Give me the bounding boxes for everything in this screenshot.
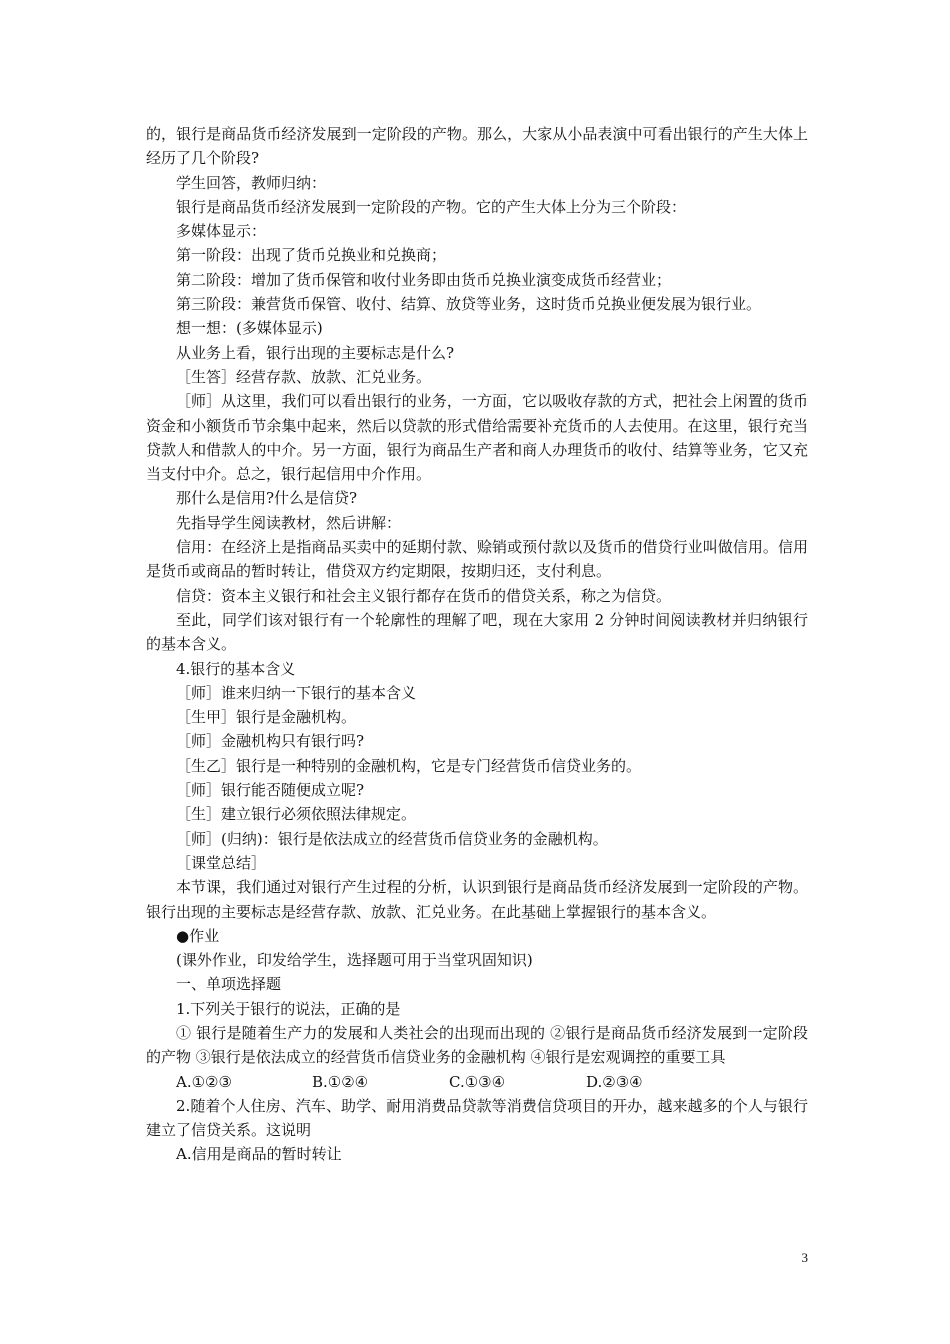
paragraph: 至此，同学们该对银行有一个轮廓性的理解了吧，现在大家用 2 分钟时间阅读教材并归纳银行的基本含义。 [146, 610, 808, 654]
paragraph: 从业务上看，银行出现的主要标志是什么? [176, 343, 455, 362]
paragraph: 2.随着个人住房、汽车、助学、耐用消费品贷款等消费信贷项目的开办，越来越多的个人与银行建立了信贷关系。这说明 [146, 1096, 808, 1140]
option-a: A.①②③ [176, 1072, 232, 1091]
paragraph: ［师］从这里，我们可以看出银行的业务，一方面，它以吸收存款的方式，把社会上闲置的货币资金和小额货币节余集中起来，然后以贷款的形式借给需要补充货币的人去使用。在这里，银行充当贷款人和借款人的中介。另一方面，银行为商品生产者和商人办理货币的收付、结算等业务，它又充当支付中介。总之，银行起信用中介作用。 [146, 392, 808, 484]
paragraph: 信用：在经济上是指商品买卖中的延期付款、赊销或预付款以及货币的借贷行业叫做信用。信用是货币或商品的暂时转让，借贷双方约定期限，按期归还，支付利息。 [146, 538, 808, 581]
paragraph: 学生回答，教师归纳： [176, 173, 327, 192]
paragraph: 4.银行的基本含义 [176, 659, 296, 678]
body-text [146, 122, 808, 1167]
paragraph: ［生答］经营存款、放款、汇兑业务。 [176, 367, 432, 386]
option-c: C.①③④ [449, 1072, 506, 1091]
paragraph: 第三阶段：兼营货币保管、收付、结算、放贷等业务，这时货币兑换业便发展为银行业。 [176, 295, 762, 314]
paragraph: 那什么是信用?什么是信贷? [176, 489, 358, 508]
paragraph: 信贷：资本主义银行和社会主义银行都存在货币的借贷关系，称之为信贷。 [176, 586, 672, 605]
paragraph: ［生甲］银行是金融机构。 [176, 708, 357, 727]
paragraph: ［师］银行能否随便成立呢? [176, 781, 365, 800]
paragraph: ［师］谁来归纳一下银行的基本含义 [176, 683, 417, 702]
paragraph: (课外作业，印发给学生，选择题可用于当堂巩固知识) [176, 951, 533, 970]
paragraph: 的，银行是商品货币经济发展到一定阶段的产物。那么，大家从小品表演中可看出银行的产生大体上经历了几个阶段? [146, 125, 808, 168]
paragraph: ［师］金融机构只有银行吗? [176, 732, 365, 751]
paragraph: 银行是商品货币经济发展到一定阶段的产物。它的产生大体上分为三个阶段： [176, 197, 687, 216]
option-b: B.①②④ [312, 1072, 369, 1091]
paragraph: A.信用是商品的暂时转让 [176, 1145, 342, 1164]
option-d: D.②③④ [586, 1072, 643, 1091]
paragraph: 一、单项选择题 [176, 975, 282, 994]
paragraph: ●作业 [176, 926, 220, 945]
paragraph: ［生］建立银行必须依照法律规定。 [176, 805, 417, 824]
paragraph: ［生乙］银行是一种特别的金融机构，它是专门经营货币信贷业务的。 [176, 756, 642, 775]
paragraph: ① 银行是随着生产力的发展和人类社会的出现而出现的 ②银行是商品货币经济发展到一定阶段的产物 ③银行是依法成立的经营货币信贷业务的金融机构 ④银行是宏观调控的重要工具 [146, 1023, 808, 1067]
paragraph: 多媒体显示： [176, 222, 267, 241]
paragraph: 1.下列关于银行的说法，正确的是 [176, 999, 401, 1018]
paragraph: 第一阶段：出现了货币兑换业和兑换商； [176, 246, 447, 265]
paragraph: 第二阶段：增加了货币保管和收付业务即由货币兑换业演变成货币经营业； [176, 270, 672, 289]
paragraph: 本节课，我们通过对银行产生过程的分析，认识到银行是商品货币经济发展到一定阶段的产物。银行出现的主要标志是经营存款、放款、汇兑业务。在此基础上掌握银行的基本含义。 [146, 878, 808, 921]
question-1-options [146, 1070, 808, 1094]
paragraphs-after-options [146, 1094, 808, 1167]
paragraph: 先指导学生阅读教材，然后讲解： [176, 513, 402, 532]
page-number: 3 [801, 1250, 808, 1265]
paragraphs-before-options [146, 122, 808, 1070]
paragraph: ［师］(归纳)：银行是依法成立的经营货币信贷业务的金融机构。 [176, 829, 608, 848]
paragraph: 想一想：(多媒体显示) [176, 319, 323, 338]
paragraph: ［课堂总结］ [176, 853, 267, 872]
